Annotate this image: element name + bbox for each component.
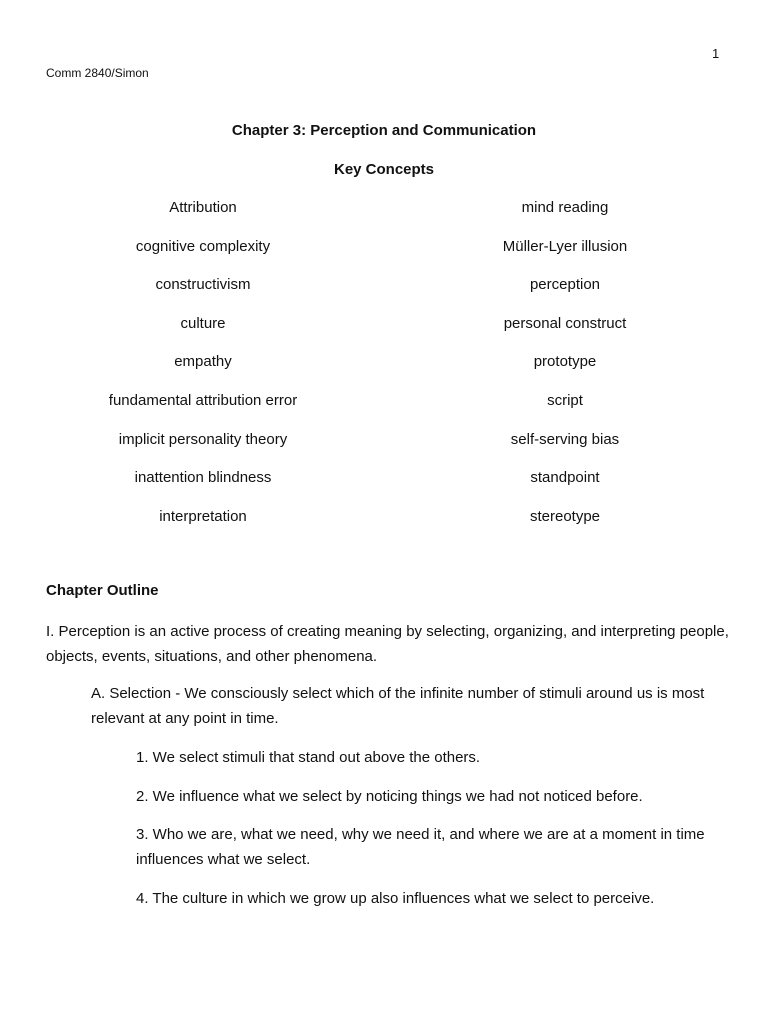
concept-term: inattention blindness xyxy=(134,469,272,487)
concept-term: Attribution xyxy=(169,199,237,216)
key-concepts-heading: Key Concepts xyxy=(333,161,435,178)
concept-term: self-serving bias xyxy=(510,430,620,448)
concept-term: mind reading xyxy=(521,199,609,216)
concept-term: interpretation xyxy=(159,507,247,525)
outline-section-1: I. Perception is an active process of creating meaning by selecting, organizing, and interpreting people, objects, events, situations, and other phenomena. xyxy=(46,623,729,665)
concept-term: constructivism xyxy=(155,276,251,294)
concept-term: standpoint xyxy=(530,469,600,487)
outline-item-2: 2. We influence what we select by noticing things we had not noticed before. xyxy=(136,788,643,805)
concept-term: cognitive complexity xyxy=(135,237,271,255)
chapter-outline-heading: Chapter Outline xyxy=(46,582,159,599)
concept-term: culture xyxy=(180,314,226,332)
concept-term: perception xyxy=(529,276,601,294)
outline-item-3: 3. Who we are, what we need, why we need it, and where we are at a moment in time influences what we select. xyxy=(136,826,705,868)
concept-term: empathy xyxy=(174,353,232,371)
concept-term: script xyxy=(547,391,583,409)
concept-term: prototype xyxy=(533,353,597,371)
chapter-title: Chapter 3: Perception and Communication xyxy=(231,122,537,139)
outline-item-1: 1. We select stimuli that stand out above the others. xyxy=(136,749,481,766)
outline-subsection-a: A. Selection - We consciously select which of the infinite number of stimuli around us is most relevant at any point in time. xyxy=(91,685,705,727)
concept-term: personal construct xyxy=(503,314,627,332)
concept-term: fundamental attribution error xyxy=(108,391,298,409)
page-number: 1 xyxy=(712,46,720,61)
key-concepts-left-column xyxy=(53,197,353,544)
concept-term: stereotype xyxy=(529,507,601,525)
outline-item-4: 4. The culture in which we grow up also influences what we select to perceive. xyxy=(136,890,655,907)
concept-term: implicit personality theory xyxy=(118,430,288,448)
course-header: Comm 2840/Simon xyxy=(46,66,149,80)
concept-term: Müller-Lyer illusion xyxy=(502,237,628,255)
key-concepts-right-column xyxy=(415,197,715,544)
